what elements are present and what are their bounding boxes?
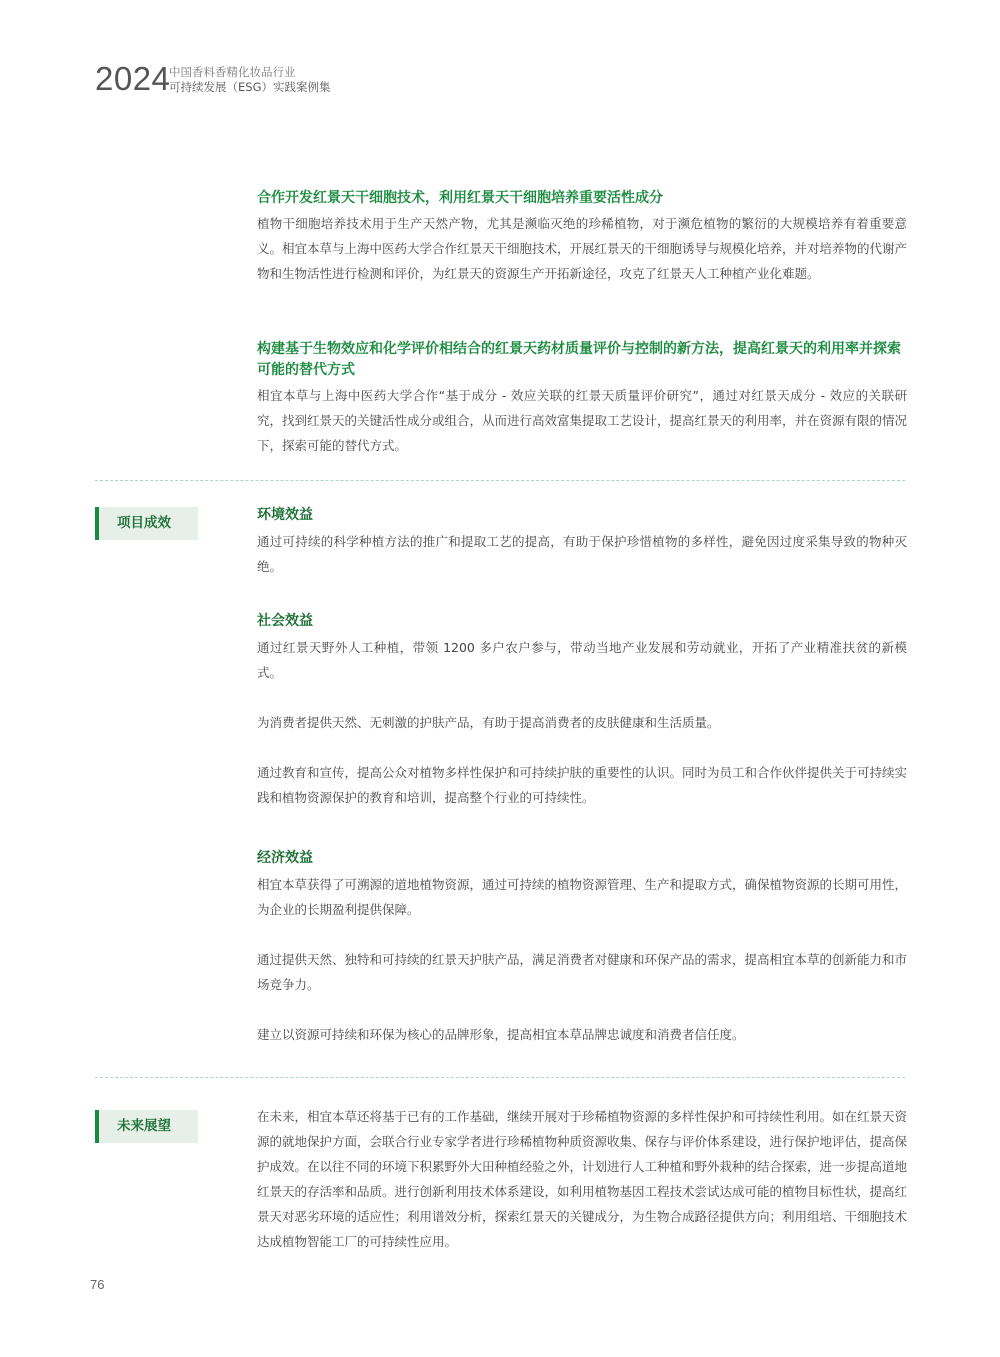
social-paragraph-1: 通过红景天野外人工种植，带领 1200 多户农户参与，带动当地产业发展和劳动就业，开拓了产业精准扶贫的新模式。: [257, 640, 907, 680]
env-paragraph: 通过可持续的科学种植方法的推广和提取工艺的提高，有助于保护珍惜植物的多样性，避免因过度采集导致的物种灭绝。: [257, 534, 907, 574]
header-title-line2: 可持续发展（ESG）实践案例集: [169, 80, 331, 94]
social-paragraph-2: 为消费者提供天然、无刺激的护肤产品，有助于提高消费者的皮肤健康和生活质量。: [257, 715, 720, 730]
header-title-line1: 中国香料香精化妆品行业: [169, 65, 296, 79]
social-paragraph-3: 通过教育和宣传，提高公众对植物多样性保护和可持续护肤的重要性的认识。同时为员工和合作伙伴提供关于可持续实践和植物资源保护的教育和培训，提高整个行业的可持续性。: [257, 765, 908, 805]
env-benefit: [257, 505, 907, 579]
economic-paragraph-1: 相宜本草获得了可溯源的道地植物资源，通过可持续的植物资源管理、生产和提取方式，确保植物资源的长期可用性，为企业的长期盈利提供保障。: [257, 877, 908, 917]
page-number: 76: [90, 1277, 105, 1292]
divider: [95, 480, 905, 481]
social-heading: 社会效益: [257, 613, 313, 629]
section-heading: 合作开发红景天干细胞技术，利用红景天干细胞培养重要活性成分: [257, 190, 663, 206]
section-quality-evaluation: [257, 339, 907, 458]
economic-paragraph-3: 建立以资源可持续和环保为核心的品牌形象，提高相宜本草品牌忠诚度和消费者信任度。: [257, 1027, 745, 1042]
economic-heading: 经济效益: [257, 850, 313, 866]
section-paragraph: 相宜本草与上海中医药大学合作“基于成分 - 效应关联的红景天质量评价研究”，通过对红景天成分 - 效应的关联研究，找到红景天的关键活性成分或组合，从而进行高效富集提取工艺设计，提高红景天的利用率，并在资源有限的情况下，探索可能的替代方式。: [257, 388, 908, 453]
results-label: 项目成效: [95, 507, 198, 540]
section-heading: 构建基于生物效应和化学评价相结合的红景天药材质量评价与控制的新方法，提高红景天的利用率并探索可能的替代方式: [257, 341, 901, 378]
divider: [95, 1077, 905, 1078]
section-stem-cell: [257, 188, 907, 286]
outlook-section: [257, 1104, 907, 1254]
economic-benefit: [257, 848, 907, 1047]
social-benefit: [257, 611, 907, 810]
section-paragraph: 植物干细胞培养技术用于生产天然产物，尤其是濒临灭绝的珍稀植物，对于濒危植物的繁衍的大规模培养有着重要意义。相宜本草与上海中医药大学合作红景天干细胞技术，开展红景天的干细胞诱导与规模化培养，并对培养物的代谢产物和生物活性进行检测和评价，为红景天的资源生产开拓新途径，攻克了红景天人工种植产业化难题。: [257, 216, 908, 281]
env-heading: 环境效益: [257, 507, 313, 523]
header-year: 2024: [95, 60, 171, 97]
economic-paragraph-2: 通过提供天然、独特和可持续的红景天护肤产品，满足消费者对健康和环保产品的需求，提高相宜本草的创新能力和市场竞争力。: [257, 952, 908, 992]
outlook-paragraph: 在未来，相宜本草还将基于已有的工作基础，继续开展对于珍稀植物资源的多样性保护和可持续性利用。如在红景天资源的就地保护方面，会联合行业专家学者进行珍稀植物种质资源收集、保存与评价体系建设，进行保护地评估，提高保护成效。在以往不同的环境下积累野外大田种植经验之外，计划进行人工种植和野外栽种的结合探索，进一步提高道地红景天的存活率和品质。进行创新利用技术体系建设，如利用植物基因工程技术尝试达成可能的植物目标性状，提高红景天对恶劣环境的适应性；利用谱效分析，探索红景天的关键成分，为生物合成路径提供方向；利用组培、干细胞技术达成植物智能工厂的可持续性应用。: [257, 1109, 908, 1249]
outlook-label: 未来展望: [95, 1110, 198, 1143]
